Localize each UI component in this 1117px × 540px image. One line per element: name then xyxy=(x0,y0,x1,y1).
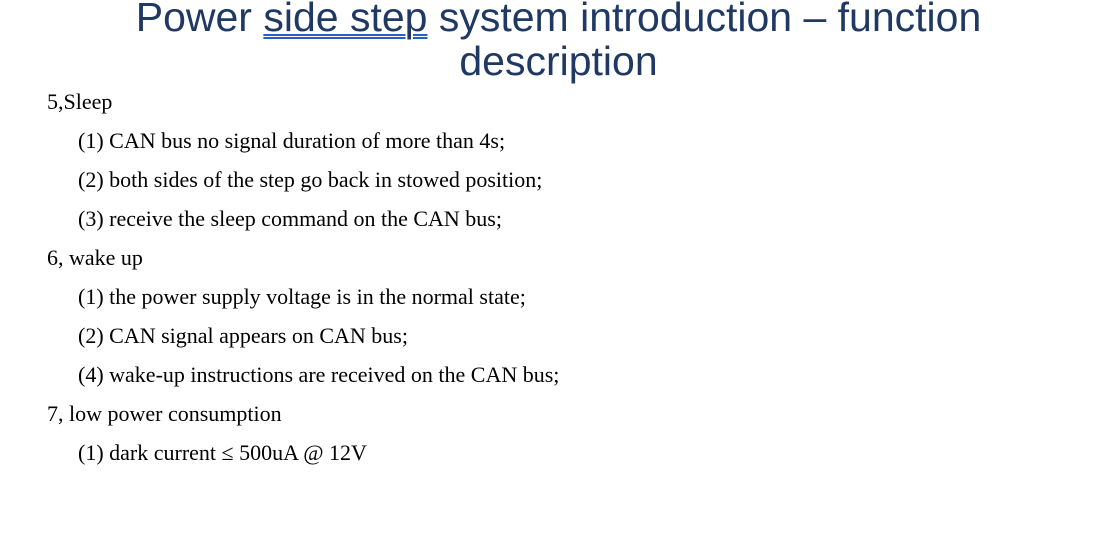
list-item: (2) both sides of the step go back in stowed position; xyxy=(78,167,543,192)
slide-title-prefix: Power xyxy=(135,0,264,40)
list-item: (1) the power supply voltage is in the normal state; xyxy=(78,284,526,309)
slide-title-suffix: system introduction – function description xyxy=(427,0,982,84)
slide-title xyxy=(109,0,1009,83)
list-item: (3) receive the sleep command on the CAN bus; xyxy=(78,206,502,231)
slide-body xyxy=(0,82,1117,472)
list-item: (1) CAN bus no signal duration of more than 4s; xyxy=(78,128,506,153)
section-heading: 6, wake up xyxy=(47,245,143,270)
slide-title-underlined-phrase: side step xyxy=(263,0,428,40)
list-item: (1) dark current ≤ 500uA @ 12V xyxy=(78,440,367,465)
section-heading: 5,Sleep xyxy=(47,89,113,114)
list-item: (4) wake-up instructions are received on the CAN bus; xyxy=(78,362,560,387)
list-item: (2) CAN signal appears on CAN bus; xyxy=(78,323,408,348)
section-heading: 7, low power consumption xyxy=(47,401,282,426)
